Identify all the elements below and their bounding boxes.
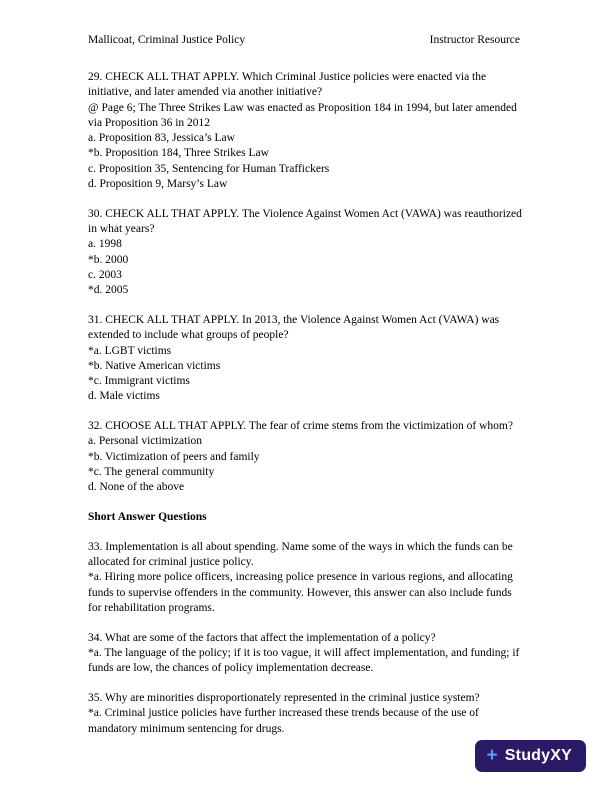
answer-option: a. 1998 (88, 238, 122, 251)
answer-option: *b. Proposition 184, Three Strikes Law (88, 147, 269, 160)
watermark-brand (505, 747, 572, 765)
question-text: 29. CHECK ALL THAT APPLY. Which Criminal Justice policies were enacted via the initiative, and later amended via another initiative? (88, 71, 487, 99)
answer-text: *a. The language of the policy; if it is too vague, it will affect implementation, and funding; if funds are low, the chances of policy implementation decrease. (88, 647, 520, 675)
short-answer-block (88, 631, 524, 677)
question-reference: @ Page 6; The Three Strikes Law was enacted as Proposition 184 in 1994, but later amended via Proposition 36 in 2012 (88, 101, 517, 129)
answer-option: a. Proposition 83, Jessica’s Law (88, 132, 235, 145)
answer-option: d. Proposition 9, Marsy’s Law (88, 177, 228, 190)
watermark-brand-main: Study (504, 747, 551, 764)
answer-option: *c. Immigrant victims (88, 375, 190, 388)
question-text: 34. What are some of the factors that affect the implementation of a policy? (88, 631, 436, 644)
answer-option: d. Male victims (88, 390, 160, 403)
short-answer-block (88, 540, 524, 616)
question-block (88, 207, 524, 299)
answer-text: *a. Criminal justice policies have further increased these trends because of the use of mandatory minimum sentencing for drugs. (88, 707, 479, 735)
question-block (88, 419, 524, 495)
header-right-text: Instructor Resource (429, 34, 520, 46)
question-text: 33. Implementation is all about spending. Name some of the ways in which the funds can be allocated for criminal justice policy. (88, 540, 513, 569)
answer-text: *a. Hiring more police officers, increasing police presence in various regions, and allocating funds to supervise offenders in the community. However, this answer can also include funds for rehabilitation programs. (88, 571, 513, 614)
answer-option: *b. Native American victims (88, 359, 221, 372)
studyxy-watermark (475, 740, 587, 772)
short-answer-heading: Short Answer Questions (88, 511, 207, 524)
watermark-brand-sub: XY (550, 747, 572, 764)
answer-option: *b. Victimization of peers and family (88, 450, 260, 463)
short-answer-block (88, 691, 524, 737)
answer-option: c. Proposition 35, Sentencing for Human Traffickers (88, 162, 330, 175)
answer-option: *c. The general community (88, 465, 215, 478)
plus-icon: + (486, 744, 498, 766)
question-text: 32. CHOOSE ALL THAT APPLY. The fear of crime stems from the victimization of whom? (88, 420, 513, 433)
header-left-text: Mallicoat, Criminal Justice Policy (88, 34, 246, 46)
answer-option: *b. 2000 (88, 253, 129, 266)
question-text: 30. CHECK ALL THAT APPLY. The Violence Against Women Act (VAWA) was reauthorized in what years? (88, 207, 522, 236)
question-block (88, 313, 524, 405)
answer-option: a. Personal victimization (88, 435, 203, 448)
question-text: 31. CHECK ALL THAT APPLY. In 2013, the Violence Against Women Act (VAWA) was extended to include what groups of people? (88, 313, 500, 342)
question-text: 35. Why are minorities disproportionately represented in the criminal justice system? (88, 692, 480, 705)
answer-option: c. 2003 (88, 268, 122, 281)
answer-option: d. None of the above (88, 481, 185, 494)
page-header (88, 34, 524, 46)
question-block (88, 70, 524, 192)
answer-option: *a. LGBT victims (88, 344, 172, 357)
answer-option: *d. 2005 (88, 284, 129, 297)
